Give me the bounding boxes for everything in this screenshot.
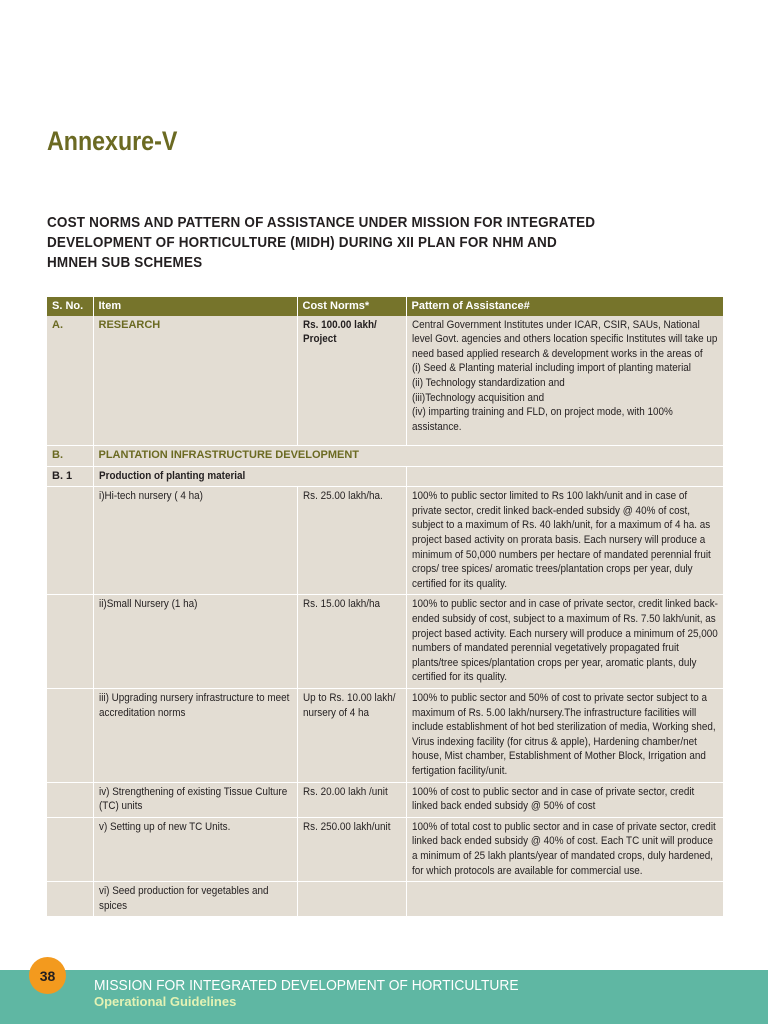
- item-text: Production of planting material: [98, 469, 245, 482]
- heading-line-1: COST NORMS AND PATTERN OF ASSISTANCE UNDER MISSION FOR INTEGRATED: [47, 214, 596, 231]
- footer-subtitle: Operational Guidelines: [94, 994, 237, 1009]
- cell-sno: [47, 782, 93, 817]
- cell-pattern: [406, 595, 723, 689]
- cost-text: Rs. 250.00 lakh/unit: [302, 820, 391, 833]
- cell-item: [93, 689, 297, 783]
- cell-sno: [47, 882, 93, 917]
- item-text: i)Hi-tech nursery ( 4 ha): [98, 490, 203, 503]
- pattern-line: (iv) imparting training and FLD, on project mode, with 100% assistance.: [411, 406, 673, 433]
- cell-pattern: [406, 316, 723, 446]
- cell-sno: [47, 689, 93, 783]
- heading-line-3: HMNEH SUB SCHEMES: [47, 254, 203, 271]
- table-row: [47, 782, 723, 817]
- cell-pattern: [406, 782, 723, 817]
- item-text: v) Setting up of new TC Units.: [98, 820, 230, 833]
- cell-item: [93, 782, 297, 817]
- table-row: [47, 882, 723, 917]
- pattern-line: (iii)Technology acquisition and: [411, 391, 544, 404]
- cell-pattern: [406, 882, 723, 917]
- table-row-section-b: [47, 446, 723, 467]
- table-row-research: [47, 316, 723, 446]
- cell-sno: [47, 595, 93, 689]
- sno-text: B. 1: [52, 469, 73, 482]
- pattern-text: 100% of cost to public sector and in case of private sector, credit linked back ended subsidy @ 50% of cost: [411, 785, 694, 813]
- cell-pattern: [406, 487, 723, 595]
- cost-text: Rs. 20.00 lakh /unit: [302, 785, 388, 798]
- table-header-row: [47, 297, 723, 316]
- cell-section-title: [93, 446, 723, 467]
- cost-text: Up to Rs. 10.00 lakh/ nursery of 4 ha: [302, 692, 395, 719]
- cost-text: Rs. 15.00 lakh/ha: [302, 598, 380, 611]
- item-text: iii) Upgrading nursery infrastructure to meet accreditation norms: [98, 692, 289, 719]
- cost-text: Rs. 100.00 lakh/ Project: [302, 318, 377, 346]
- cell-item: [93, 882, 297, 917]
- cell-pattern: [406, 689, 723, 783]
- cell-sno: [47, 316, 93, 446]
- heading-line-2: DEVELOPMENT OF HORTICULTURE (MIDH) DURING XII PLAN FOR NHM AND: [47, 234, 557, 251]
- item-text: RESEARCH: [98, 318, 161, 331]
- cell-item: [93, 316, 297, 446]
- header-cost-norms: Cost Norms*: [297, 297, 406, 316]
- section-title-text: PLANTATION INFRASTRUCTURE DEVELOPMENT: [98, 449, 360, 462]
- footer-title: MISSION FOR INTEGRATED DEVELOPMENT OF HORTICULTURE: [94, 977, 519, 994]
- pattern-line: Central Government Institutes under ICAR, CSIR, SAUs, National level Govt. agencies and others location specific Institutes will take up need based applied research & development works in the areas of: [411, 318, 717, 360]
- cell-cost: [297, 817, 406, 881]
- cell-item: [93, 466, 406, 487]
- cell-item: [93, 595, 297, 689]
- table-row: [47, 689, 723, 783]
- pattern-line: (ii) Technology standardization and: [411, 376, 565, 389]
- table-row: [47, 817, 723, 881]
- sno-text: A.: [52, 318, 63, 331]
- item-text: iv) Strengthening of existing Tissue Culture (TC) units: [98, 785, 287, 813]
- cell-pattern: [406, 817, 723, 881]
- annexure-title: Annexure-V: [47, 126, 178, 156]
- cell-sno: [47, 466, 93, 487]
- cell-cost: [297, 882, 406, 917]
- cell-sno: [47, 487, 93, 595]
- document-heading: [47, 213, 623, 273]
- cell-cost: [297, 782, 406, 817]
- cost-text: Rs. 25.00 lakh/ha.: [302, 490, 383, 503]
- cell-sno: [47, 446, 93, 467]
- cell-cost: [297, 487, 406, 595]
- header-item: Item: [93, 297, 297, 316]
- cell-cost: [297, 689, 406, 783]
- table-row: [47, 487, 723, 595]
- cell-cost: [297, 595, 406, 689]
- cell-item: [93, 487, 297, 595]
- pattern-text: 100% of total cost to public sector and in case of private sector, credit linked back ended subsidy @ 40% of cost. Each TC unit will produce a minimum of 25 lakh plants/year of mandated crops, duly hardened, for which protocols are available for commercial use.: [411, 820, 716, 877]
- pattern-text: 100% to public sector and in case of private sector, credit linked back-ended subsidy of cost, subject to a maximum of Rs. 7.50 lakh/unit, as project based activity. Each nursery will produce a minimum of 25,000 numbers of mandated perennial vegetatively propagated fruit plants/tree spices/plantation crops per year, aromatic plants, duly certified for its quality.: [411, 598, 718, 684]
- header-sno: S. No.: [47, 297, 93, 316]
- table-row-b1: [47, 466, 723, 487]
- pattern-line: (i) Seed & Planting material including import of planting material: [411, 362, 691, 375]
- item-text: ii)Small Nursery (1 ha): [98, 598, 197, 611]
- cell-cost: [297, 316, 406, 446]
- page-number-badge: 38: [29, 957, 66, 994]
- cell-sno: [47, 817, 93, 881]
- cost-norms-table: [47, 297, 723, 917]
- header-pattern: Pattern of Assistance#: [406, 297, 723, 316]
- pattern-text: 100% to public sector limited to Rs 100 lakh/unit and in case of private sector, credit linked back-ended subsidy @ 40% of cost, subject to a maximum of Rs. 40 lakh/unit, for a maximum of 4 ha. as project based activity on prorata basis. Each nursery will produce a minimum of 50,000 numbers per hectare of mandated perennial fruit crops/ tree spices/ aromatic trees/plantation crops per year, duly certified for its quality.: [411, 490, 711, 590]
- pattern-text: 100% to public sector and 50% of cost to private sector subject to a maximum of Rs. 5.00 lakh/nursery.The infrastructure facilities will include establishment of hot bed sterilization of media, Working shed, Virus indexing facility (for citrus & apple), Hardening chamber/net house, Mist chamber, Establishment of Mother Block, Irrigation and fertigation facility/unit.: [411, 692, 716, 777]
- cell-pattern: [406, 466, 723, 487]
- item-text: vi) Seed production for vegetables and spices: [98, 885, 269, 912]
- cell-item: [93, 817, 297, 881]
- sno-text: B.: [52, 449, 63, 462]
- table-row: [47, 595, 723, 689]
